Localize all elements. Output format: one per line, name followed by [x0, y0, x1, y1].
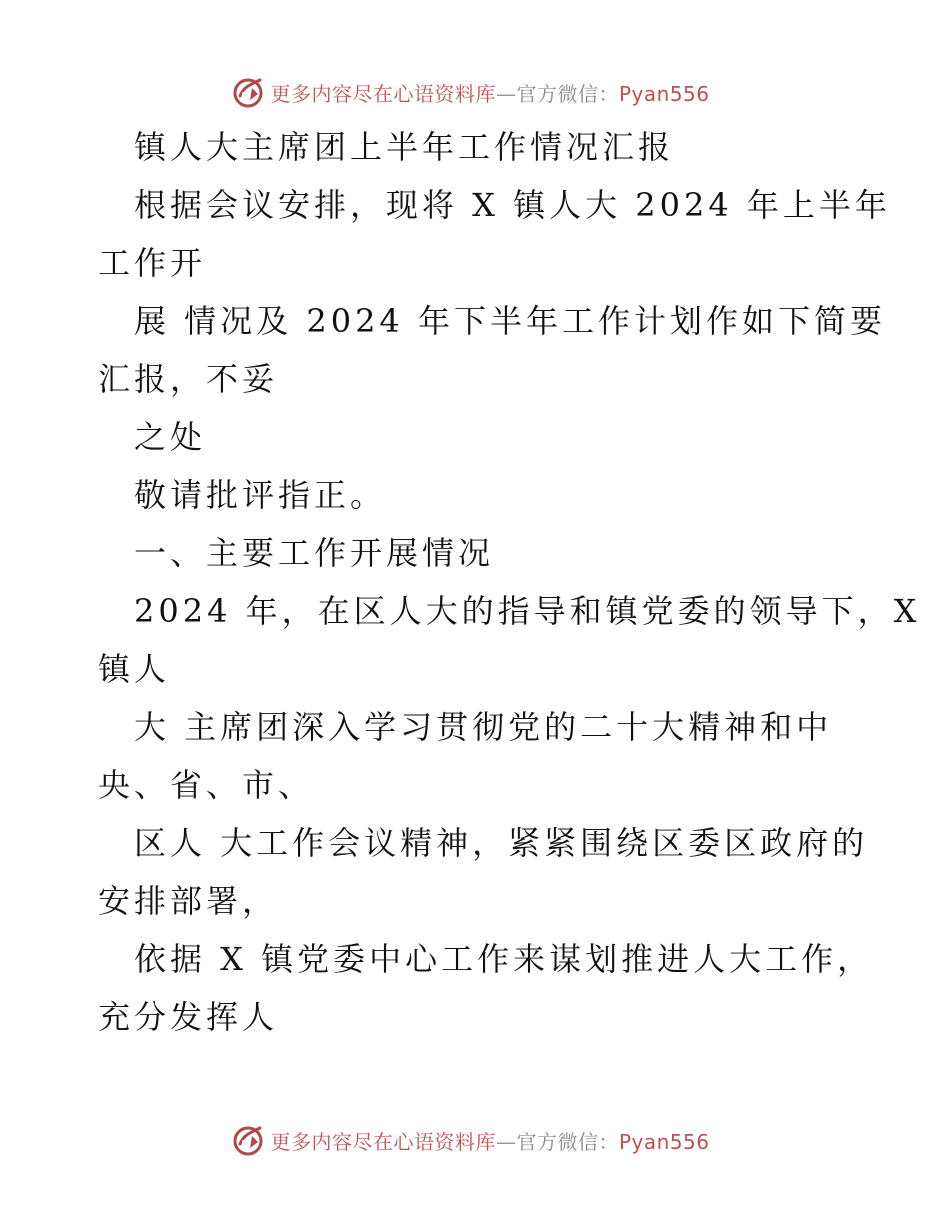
document-body — [98, 118, 921, 1046]
paragraph-line: 之处 — [134, 418, 207, 456]
paragraph-line: 工作开 — [98, 244, 207, 282]
header-watermark — [0, 72, 950, 112]
paragraph-line: 汇报，不妥 — [98, 360, 279, 398]
section-heading: 一、主要工作开展情况 — [134, 534, 495, 572]
paragraph-line: 敬请批评指正。 — [134, 476, 387, 514]
paragraph-line: 区人 大工作会议精神，紧紧围绕区委区政府的 — [134, 824, 869, 862]
paragraph-line: 依据 X 镇党委中心工作来谋划推进人大工作， — [134, 940, 874, 978]
paragraph-line: 充分发挥人 — [98, 998, 279, 1036]
watermark-text: 更多内容尽在心语资料库—官方微信：Pyan556 — [270, 81, 710, 106]
paragraph-line: 2024 年，在区人大的指导和镇党委的领导下，X — [134, 592, 921, 630]
document-title: 镇人大主席团上半年工作情况汇报 — [134, 128, 675, 166]
paragraph-line: 安排部署， — [98, 882, 279, 920]
paragraph-line: 央、省、市、 — [98, 766, 315, 804]
writing-pen-logo-icon — [230, 74, 266, 110]
watermark-group — [230, 74, 709, 110]
footer-watermark — [0, 1120, 950, 1160]
paragraph-line: 大 主席团深入学习贯彻党的二十大精神和中 — [134, 708, 833, 746]
writing-pen-logo-icon — [230, 1122, 266, 1158]
watermark-text: 更多内容尽在心语资料库—官方微信：Pyan556 — [270, 1129, 710, 1154]
paragraph-line: 镇人 — [98, 650, 171, 688]
watermark-group — [230, 1122, 709, 1158]
paragraph-line: 根据会议安排，现将 X 镇人大 2024 年上半年 — [134, 186, 891, 224]
paragraph-line: 展 情况及 2024 年下半年工作计划作如下简要 — [134, 302, 886, 340]
